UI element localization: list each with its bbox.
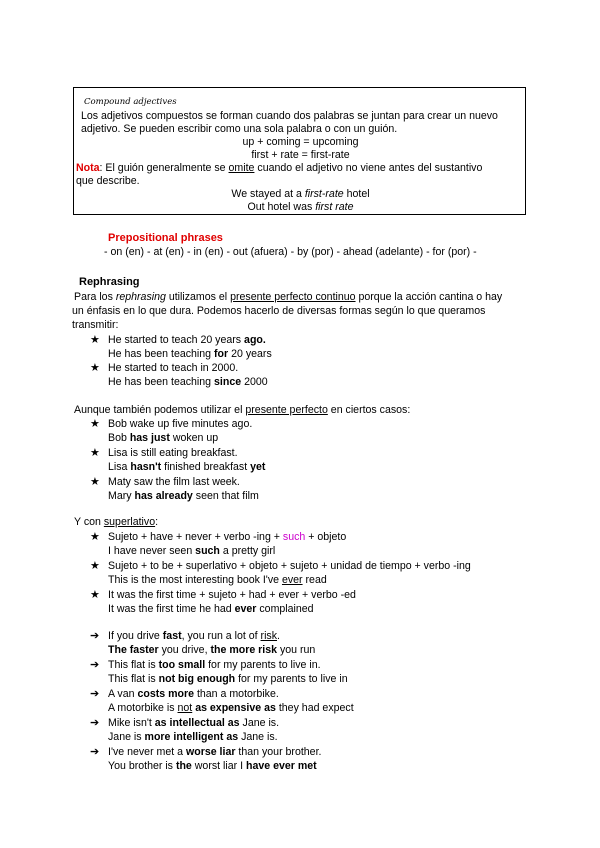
rephrasing-p2: Aunque también podemos utilizar el presente perfecto en ciertos casos: (74, 404, 411, 416)
d1-line2: I have never seen such a pretty girl (108, 545, 276, 557)
arrow-bullet-icon: ➔ (90, 630, 100, 642)
arrow-bullet-icon: ➔ (90, 717, 100, 729)
omite-word: omite (228, 162, 255, 174)
prepositional-title: Prepositional phrases (108, 232, 223, 244)
nota-line: Nota: El guión generalmente se omite cuando el adjetivo no viene antes del sustantivo (76, 162, 483, 174)
compound-sentence-1: We stayed at a first-rate hotel (231, 188, 370, 200)
b1-line2: He has been teaching for 20 years (108, 348, 272, 360)
e3-line2: A motorbike is not as expensive as they had expect (108, 702, 354, 714)
star-bullet-icon: ★ (90, 447, 100, 459)
e1-line1: If you drive fast, you run a lot of risk. (108, 630, 280, 642)
star-bullet-icon: ★ (90, 334, 100, 346)
e3-line1: A van costs more than a motorbike. (108, 688, 279, 700)
c1-line1: Bob wake up five minutes ago. (108, 418, 253, 430)
arrow-bullet-icon: ➔ (90, 746, 100, 758)
compound-sentence-2: Out hotel was first rate (247, 201, 354, 213)
compound-example-1: up + coming = upcoming (242, 136, 359, 148)
e4-line2: Jane is more intelligent as Jane is. (108, 731, 278, 743)
star-bullet-icon: ★ (90, 362, 100, 374)
prepositional-list: - on (en) - at (en) - in (en) - out (afuera) - by (por) - ahead (adelante) - for (por) - (104, 246, 477, 258)
e4-line1: Mike isn't as intellectual as Jane is. (108, 717, 280, 729)
c3-line1: Maty saw the film last week. (108, 476, 240, 488)
star-bullet-icon: ★ (90, 531, 100, 543)
e2-line2: This flat is not big enough for my parents to live in (108, 673, 348, 685)
compound-desc-line1: Los adjetivos compuestos se forman cuando dos palabras se juntan para crear un nuevo (81, 110, 498, 122)
star-bullet-icon: ★ (90, 418, 100, 430)
d2-line1: Sujeto + to be + superlativo + objeto + sujeto + unidad de tiempo + verbo -ing (108, 560, 471, 572)
d2-line2: This is the most interesting book I've ever read (108, 574, 327, 586)
e2-line1: This flat is too small for my parents to live in. (108, 659, 321, 671)
c2-line1: Lisa is still eating breakfast. (108, 447, 238, 459)
b2-line1: He started to teach in 2000. (108, 362, 239, 374)
b1-line1: He started to teach 20 years ago. (108, 334, 266, 346)
e5-line1: I've never met a worse liar than your brother. (108, 746, 322, 758)
nota-label: Nota (76, 162, 100, 174)
compound-adjectives-box (73, 87, 526, 215)
rephrasing-p1-line3: transmitir: (72, 319, 119, 331)
compound-example-2: first + rate = first-rate (251, 149, 350, 161)
arrow-bullet-icon: ➔ (90, 688, 100, 700)
c2-line2: Lisa hasn't finished breakfast yet (108, 461, 266, 473)
compound-title: Compound adjectives (84, 97, 177, 107)
nota-line2: que describe. (76, 175, 140, 187)
b2-line2: He has been teaching since 2000 (108, 376, 268, 388)
star-bullet-icon: ★ (90, 589, 100, 601)
d1-line1: Sujeto + have + never + verbo -ing + such + objeto (108, 531, 347, 543)
compound-desc-line2: adjetivo. Se pueden escribir como una sola palabra o con un guión. (81, 123, 398, 135)
rephrasing-title: Rephrasing (79, 276, 140, 288)
e5-line2: You brother is the worst liar I have ever met (108, 760, 317, 772)
arrow-bullet-icon: ➔ (90, 659, 100, 671)
rephrasing-p1-line1: Para los rephrasing utilizamos el presente perfecto continuo porque la acción cantina o hay (74, 291, 503, 303)
star-bullet-icon: ★ (90, 560, 100, 572)
rephrasing-p1-line2: un énfasis en lo que dura. Podemos hacerlo de diversas formas según lo que queramos (72, 305, 486, 317)
c3-line2: Mary has already seen that film (108, 490, 259, 502)
d3-line2: It was the first time he had ever complained (108, 603, 314, 615)
e1-line2: The faster you drive, the more risk you run (108, 644, 316, 656)
d3-line1: It was the first time + sujeto + had + ever + verbo -ed (108, 589, 356, 601)
rephrasing-p3: Y con superlativo: (74, 516, 159, 528)
star-bullet-icon: ★ (90, 476, 100, 488)
c1-line2: Bob has just woken up (108, 432, 219, 444)
